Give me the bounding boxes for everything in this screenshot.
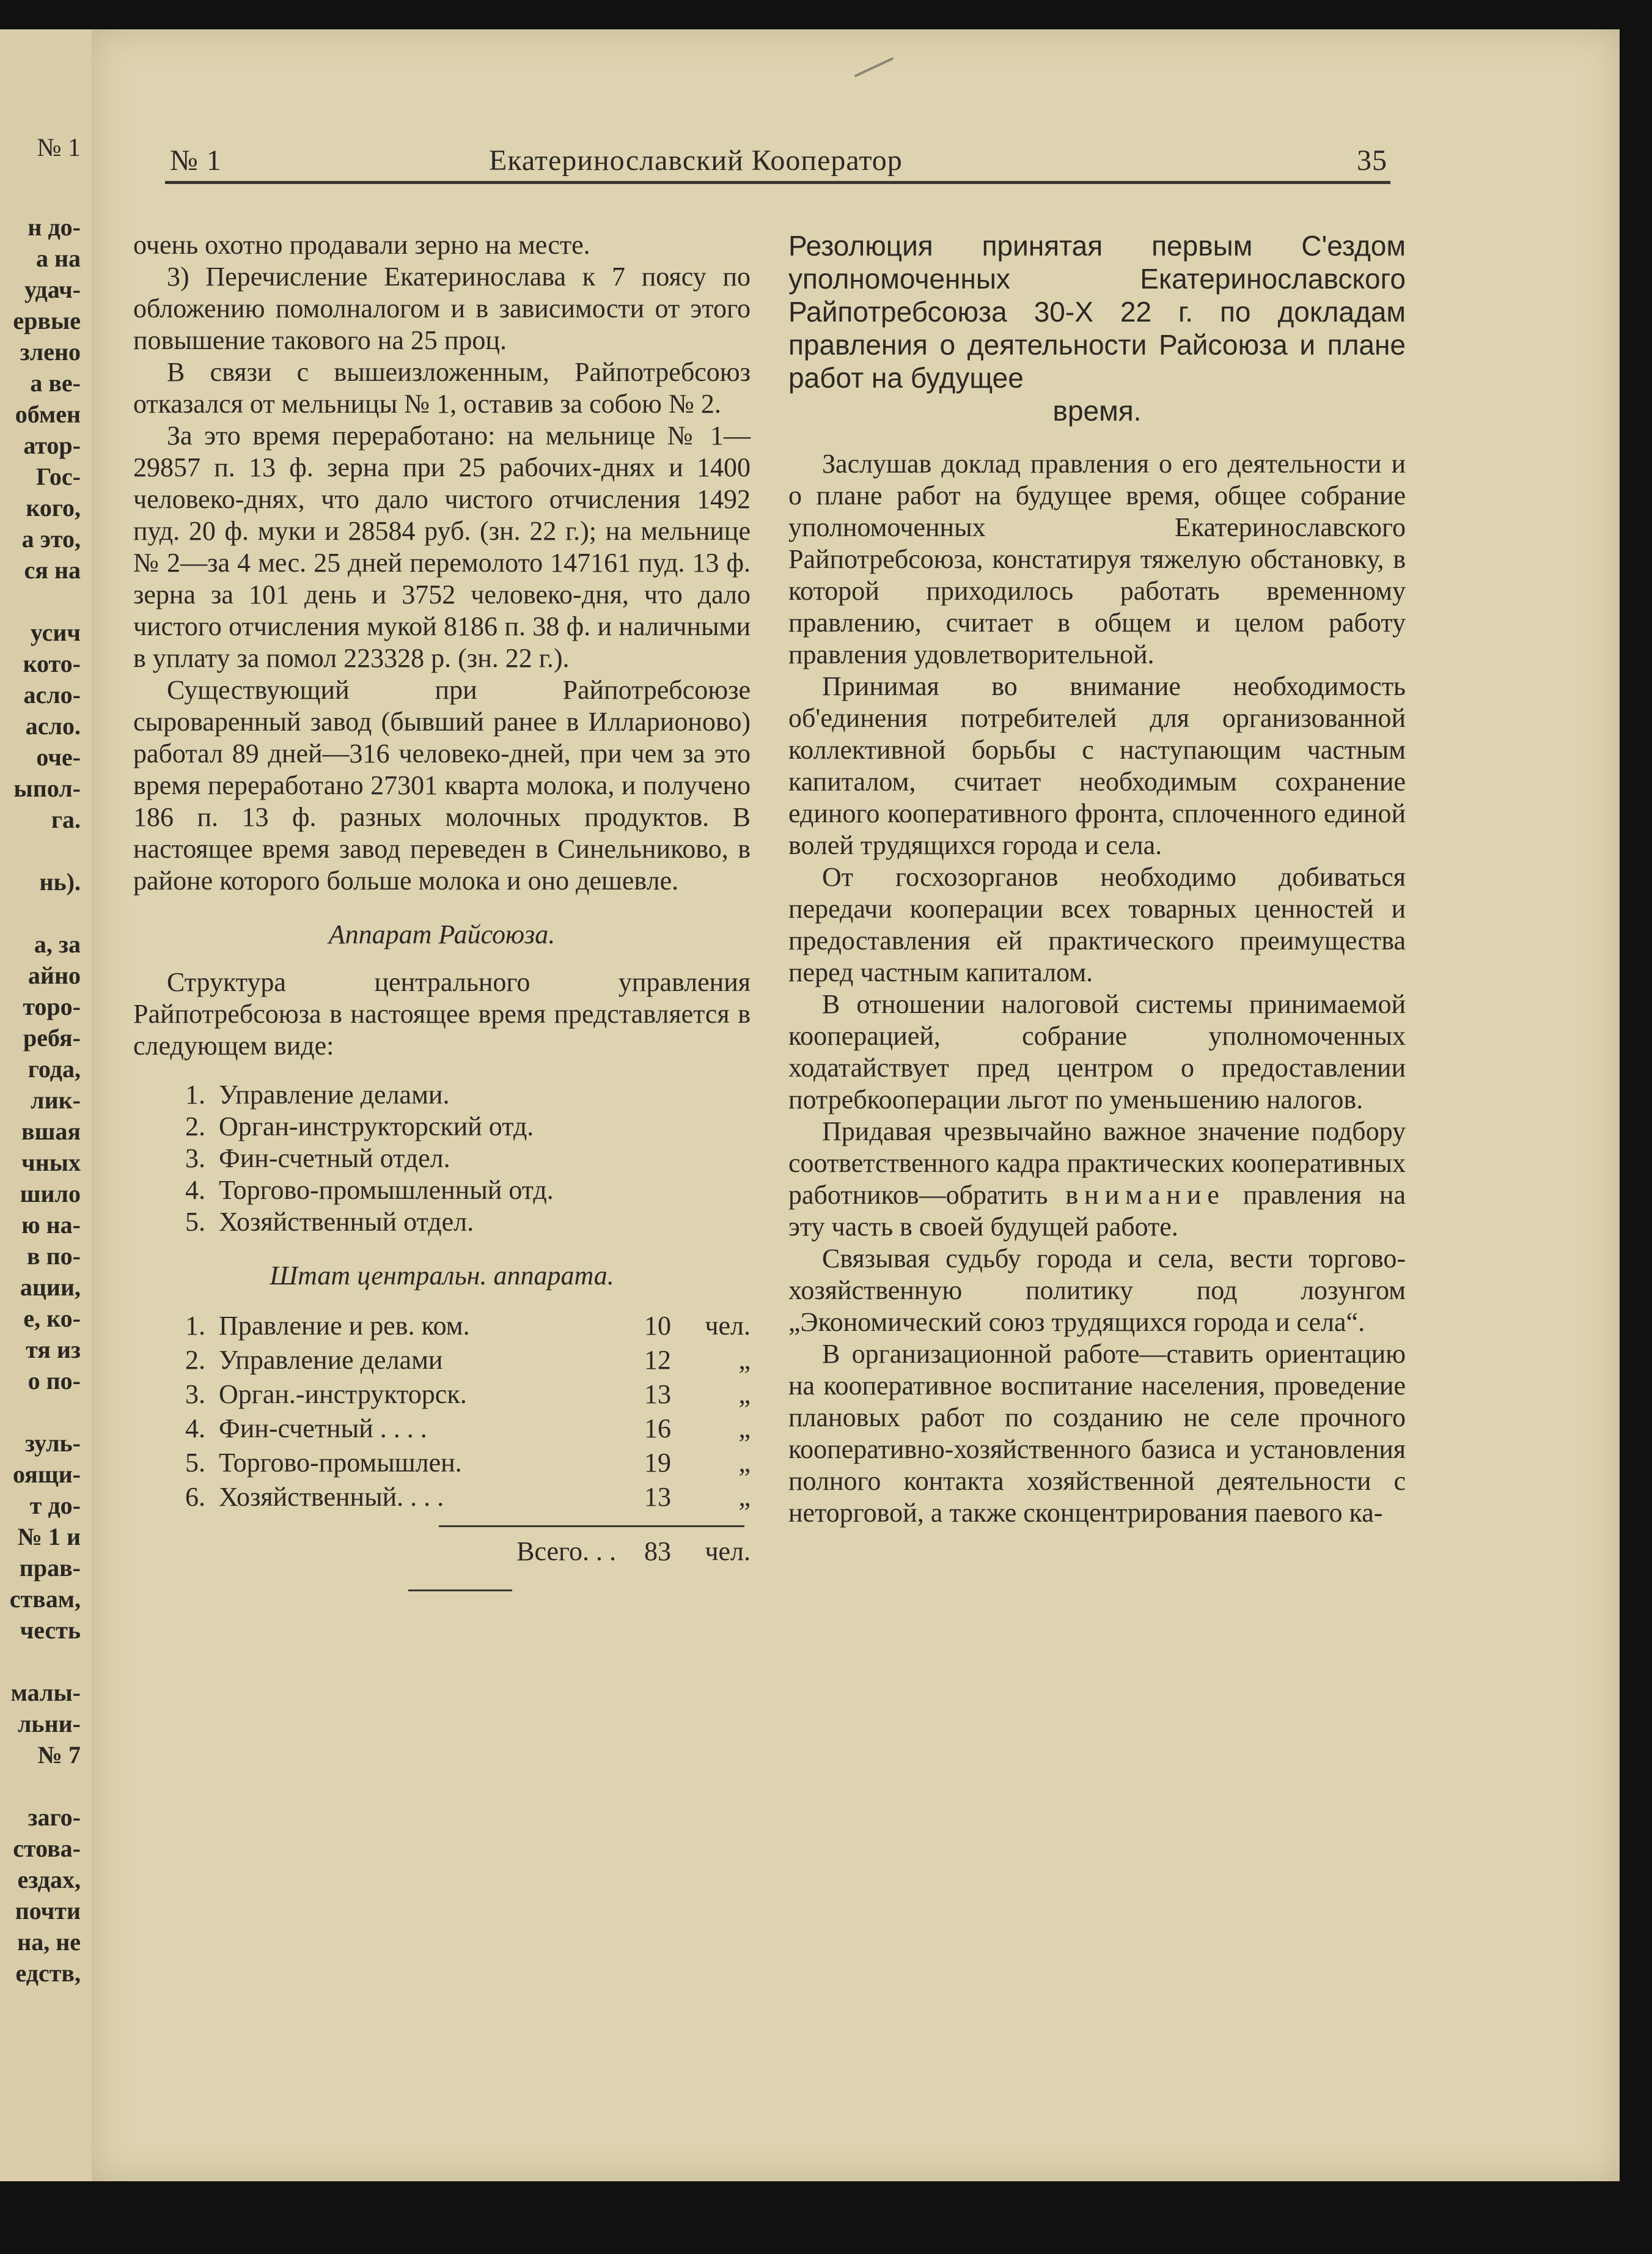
- previous-page-line: е, ко-: [23, 1305, 81, 1332]
- row-unit: „: [738, 1379, 751, 1409]
- previous-page-line: лик-: [31, 1086, 81, 1114]
- previous-page-line: [0, 1646, 92, 1677]
- previous-page-line: атор-: [23, 432, 81, 459]
- previous-page-line: обмен: [15, 400, 81, 428]
- section-heading: Штат центральн. аппарата.: [270, 1261, 614, 1291]
- left-column: [133, 229, 751, 1591]
- previous-page-line: на, не: [17, 1928, 81, 1956]
- row-unit: „: [738, 1482, 751, 1512]
- resolution-title-text: Резолюция принятая первым С'ездом уполномоченных Екатеринославского Райпотребсоюза 30-Х 22 г. по докладам правления о деятельности Райсоюза и плане работ на будущее: [788, 230, 1406, 394]
- table-row: [185, 1481, 751, 1516]
- list-item-text: Хозяйственный отдел.: [219, 1207, 474, 1237]
- previous-page-line: льни-: [17, 1710, 81, 1737]
- paragraph-text: Придавая чрезвычайно важное значение подбору соответственного кадра практических кооперативных работников—обратить: [788, 1116, 1406, 1210]
- paragraph: В связи с вышеизложенным, Райпотребсоюз отказался от мельницы № 1, оставив за собою № 2.: [133, 357, 751, 419]
- previous-page-line: ездах,: [17, 1866, 81, 1893]
- previous-page-line: т до-: [29, 1492, 81, 1519]
- previous-page-line: нь).: [39, 868, 81, 896]
- paragraph: Принимая во внимание необходимость об'единения потребителей для организованной коллективной борьбы с наступающим частным капиталом, считает необходимым сохранение единого кооперативного фронта, сплоченного единой волей трудящихся города и села.: [788, 671, 1406, 860]
- row-unit: „: [738, 1448, 751, 1478]
- previous-page-line: [0, 586, 92, 617]
- previous-page-line: ыпол-: [13, 775, 81, 802]
- row-number: 1.: [185, 1311, 205, 1341]
- row-value: 13: [644, 1482, 671, 1512]
- structure-list: [185, 1079, 751, 1238]
- row-number: 2.: [185, 1345, 205, 1375]
- previous-page-line: ервые: [13, 307, 81, 334]
- previous-page-line: н до-: [28, 213, 81, 241]
- previous-page-line: честь: [20, 1616, 81, 1644]
- page-header: [165, 138, 1387, 180]
- row-value: 16: [644, 1413, 671, 1443]
- list-item-number: 5.: [185, 1207, 205, 1237]
- end-rule: [408, 1589, 512, 1591]
- row-label: Правление и рев. ком.: [219, 1311, 470, 1341]
- previous-page-line: ации,: [20, 1273, 81, 1301]
- paragraph-text: правления на эту часть в своей будущей работе.: [788, 1180, 1406, 1242]
- previous-page-line: ю на-: [21, 1211, 81, 1239]
- row-label: Управление делами: [219, 1345, 443, 1375]
- resolution-title-end: время.: [1052, 395, 1142, 427]
- list-item-number: 3.: [185, 1143, 205, 1173]
- row-label: Фин-счетный . . . .: [219, 1413, 427, 1443]
- row-value: 12: [644, 1345, 671, 1375]
- header-rule: [165, 181, 1390, 184]
- row-number: 3.: [185, 1379, 205, 1409]
- row-label: Орган.-инструкторск.: [219, 1379, 467, 1409]
- right-column: [788, 229, 1406, 1529]
- previous-page-line: злено: [20, 338, 81, 366]
- previous-page-line: оящи-: [12, 1460, 81, 1488]
- paragraph: Связывая судьбу города и села, вести торгово-хозяйственную политику под лозунгом „Экономический союз трудящихся города и села“.: [788, 1243, 1406, 1337]
- previous-page-line: [0, 897, 92, 929]
- previous-page-line: № 1 и: [17, 1523, 81, 1550]
- previous-page-line: а на: [35, 245, 81, 272]
- paragraph: Заслушав доклад правления о его деятельности и о плане работ на будущее время, общее собрание уполномоченных Екатеринославского Райпотребсоюза, констатируя тяжелую обстановку, в которой приходилось работать временному правлению, считает в общем и целом работу правления удовлетворительной.: [788, 449, 1406, 669]
- previous-page-line: года,: [28, 1055, 81, 1083]
- previous-page-lines: [0, 212, 92, 1989]
- staff-total: [133, 1536, 751, 1567]
- table-row: [185, 1310, 751, 1344]
- list-item-text: Фин-счетный отдел.: [219, 1143, 450, 1173]
- list-item-number: 4.: [185, 1175, 205, 1205]
- row-number: 5.: [185, 1448, 205, 1478]
- previous-page-line: кого,: [26, 494, 81, 521]
- paragraph: В отношении налоговой системы принимаемой кооперацией, собрание уполномоченных ходатайствует пред центром о предоставлении потребкооперации льгот по уменьшению налогов.: [788, 989, 1406, 1114]
- previous-page-line: а, за: [34, 930, 81, 958]
- total-label: Всего. . .: [516, 1536, 616, 1566]
- previous-page-line: [0, 1770, 92, 1802]
- row-number: 6.: [185, 1482, 205, 1512]
- previous-page-line: малы-: [10, 1679, 81, 1706]
- table-row: [185, 1344, 751, 1379]
- previous-page-line: [0, 835, 92, 866]
- table-row: [185, 1379, 751, 1413]
- list-item: [185, 1206, 751, 1238]
- total-rule: [439, 1525, 744, 1527]
- previous-page-line: шило: [20, 1180, 81, 1207]
- list-item-text: Управление делами.: [219, 1080, 450, 1110]
- previous-page-line: асло.: [25, 712, 81, 740]
- previous-page-line: вшая: [21, 1118, 81, 1145]
- total-value: 83: [644, 1536, 671, 1566]
- row-unit: чел.: [705, 1311, 751, 1341]
- previous-page-line: а ве-: [30, 369, 81, 397]
- previous-page-line: торо-: [23, 993, 81, 1020]
- row-value: 13: [644, 1379, 671, 1409]
- list-item: [185, 1143, 751, 1174]
- issue-number: № 1: [170, 144, 222, 177]
- previous-page-line: оче-: [36, 743, 81, 771]
- paragraph: В организационной работе—ставить ориентацию на кооперативное воспитание населения, проведение плановых работ по созданию не селе прочного кооперативно-хозяйственного базиса и установления полного контакта хозяйственной деятельности с неторговой, а также сконцентрирования паевого ка-: [788, 1339, 1406, 1528]
- previous-page-line: удач-: [24, 276, 81, 303]
- previous-page-line: чных: [21, 1149, 81, 1176]
- row-unit: „: [738, 1345, 751, 1375]
- paragraph: Структура центрального управления Райпотребсоюза в настоящее время представляется в следующем виде:: [133, 967, 751, 1061]
- section-heading: Аппарат Райсоюза.: [328, 919, 556, 949]
- list-item: [185, 1111, 751, 1143]
- list-item: [185, 1079, 751, 1111]
- previous-page-line: Гос-: [35, 463, 81, 490]
- previous-page-line: почти: [15, 1897, 81, 1924]
- paragraph: За это время переработано: на мельнице № 1—29857 п. 13 ф. зерна при 25 рабочих-днях и 1400 человеко-днях, что дало чистого отчисления 1492 пуд. 20 ф. муки и 28584 руб. (зн. 22 г.); на мельнице № 2—за 4 мес. 25 дней перемолото 147161 пуд. 13 ф. зерна за 101 день и 3752 человеко-дня, что дало чистого отчисления мукой 8186 п. 38 ф. и наличными в уплату за помол 223328 р. (зн. 22 г.).: [133, 421, 751, 673]
- row-label: Торгово-промышлен.: [219, 1448, 462, 1478]
- previous-page-line: [0, 1396, 92, 1427]
- row-label: Хозяйственный. . . .: [219, 1482, 444, 1512]
- previous-page-line: ребя-: [23, 1024, 81, 1051]
- previous-page-line: заго-: [28, 1803, 81, 1831]
- paragraph: Существующий при Райпотребсоюзе сыроваренный завод (бывший ранее в Илларионово) работал 89 дней—316 человеко-дней, при чем за это время переработано 27301 кварта молока, и получено 186 п. 13 ф. разных молочных продуктов. В настоящее время завод переведен в Синельниково, в районе которого больше молока и оно дешевле.: [133, 675, 751, 896]
- previous-page-line: № 7: [37, 1741, 81, 1769]
- previous-page-line: прав-: [19, 1554, 81, 1582]
- page-number: 35: [1357, 144, 1387, 177]
- previous-page-line: усич: [30, 619, 81, 646]
- previous-page-number: № 1: [37, 134, 81, 162]
- previous-page-line: стова-: [13, 1835, 81, 1862]
- previous-page-line: ствам,: [9, 1585, 81, 1613]
- list-item-text: Орган-инструкторский отд.: [219, 1111, 534, 1141]
- previous-page-line: айно: [28, 962, 81, 989]
- previous-page-line: а это,: [21, 525, 81, 553]
- row-value: 19: [644, 1448, 671, 1478]
- previous-page-line: асло-: [23, 681, 81, 709]
- paragraph: [788, 1116, 1406, 1243]
- list-item-number: 2.: [185, 1111, 205, 1141]
- journal-title: Екатеринославский Кооператор: [489, 144, 903, 177]
- row-number: 4.: [185, 1413, 205, 1443]
- previous-page-line: в по-: [27, 1242, 81, 1270]
- previous-page-line: зуль-: [24, 1429, 81, 1457]
- previous-page-line: о по-: [28, 1367, 81, 1394]
- previous-page-line: кото-: [23, 650, 81, 677]
- resolution-title: [788, 229, 1406, 427]
- list-item-text: Торгово-промышленный отд.: [219, 1175, 554, 1205]
- row-unit: „: [738, 1413, 751, 1443]
- list-item-number: 1.: [185, 1080, 205, 1110]
- previous-page-edge: [0, 29, 97, 2181]
- total-unit: чел.: [705, 1536, 751, 1566]
- staff-table: [185, 1310, 751, 1516]
- table-row: [185, 1447, 751, 1481]
- paragraph: 3) Перечисление Екатеринослава к 7 поясу по обложению помолналогом и в зависимости от этого повышение такового на 25 проц.: [133, 262, 751, 355]
- previous-page-line: едств,: [15, 1959, 81, 1987]
- previous-page-line: тя из: [26, 1336, 81, 1363]
- previous-page-line: ся на: [24, 556, 81, 584]
- list-item: [185, 1174, 751, 1206]
- paragraph: очень охотно продавали зерно на месте.: [133, 230, 590, 260]
- paragraph: От госхозорганов необходимо добиваться передачи кооперации всех товарных ценностей и предоставления ей практического преимущества перед частным капиталом.: [788, 862, 1406, 987]
- previous-page-line: га.: [51, 806, 81, 833]
- table-row: [185, 1413, 751, 1447]
- emphasized-word: внимание: [1065, 1180, 1225, 1210]
- row-value: 10: [644, 1311, 671, 1341]
